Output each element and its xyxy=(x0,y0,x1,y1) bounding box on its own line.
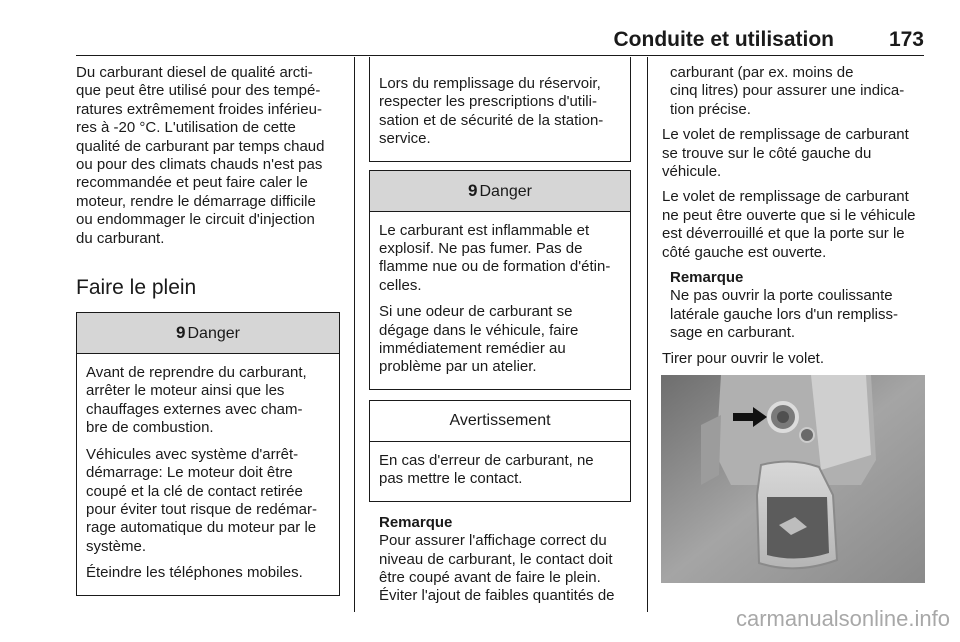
header-rule xyxy=(76,55,924,56)
warning-header: Avertissement xyxy=(370,401,630,442)
column-1 xyxy=(76,64,340,596)
watermark: carmanualsonline.info xyxy=(735,606,950,631)
intro-paragraph: Du carburant diesel de qualité arcti- que peut être utilisé pour des tempé- ratures extrêmement froides inférieu- res à -20 °C. L'utilisation de cette qualité de carburant par temps chaud ou pour des climats chauds n'est pas recommandée et peut faire caler le moteur, rendre le démarrage difficile ou endommager le circuit d'injection du carburant. xyxy=(76,64,325,247)
continued-box xyxy=(369,57,631,162)
note-text: Ne pas ouvrir la porte coulissante latérale gauche lors d'un rempliss- sage en carburant. xyxy=(670,287,898,342)
column-3 xyxy=(662,64,927,375)
danger-header: 9 Danger xyxy=(370,171,630,212)
danger-box xyxy=(76,312,340,595)
fuel-flap-photo xyxy=(661,375,925,583)
note-block xyxy=(369,514,631,606)
warning-box xyxy=(369,400,631,502)
note-title: Remarque xyxy=(670,269,744,287)
fuel-flap-illustration xyxy=(661,375,925,583)
body-paragraph: Le volet de remplissage de carburant ne peut être ouverte que si le véhicule est déverrouillé et que la porte sur le côté gauche est ouverte. xyxy=(662,188,916,261)
warning-triangle-icon: 9 xyxy=(176,323,186,343)
warning-triangle-icon: 9 xyxy=(468,180,478,200)
danger-paragraph: Si une odeur de carburant se dégage dans le véhicule, faire immédiatement remédier au problème par un atelier. xyxy=(379,303,579,376)
chapter-title: Conduite et utilisation xyxy=(613,28,834,51)
note-title: Remarque xyxy=(379,513,453,531)
danger-paragraph: Éteindre les téléphones mobiles. xyxy=(86,564,303,582)
column-divider-1 xyxy=(354,57,355,612)
section-title: Faire le plein xyxy=(76,276,197,300)
page-header xyxy=(76,24,924,54)
danger-paragraph: Avant de reprendre du carburant, arrêter le moteur ainsi que les chauffages externes avec cham- bre de combustion. xyxy=(86,364,307,437)
warning-paragraph: En cas d'erreur de carburant, ne pas mettre le contact. xyxy=(379,451,594,488)
danger-paragraph: Véhicules avec système d'arrêt- démarrage: Le moteur doit être coupé et la clé de contact retirée pour éviter tout risque de redémar- rage automatique du moteur par le système. xyxy=(86,445,317,555)
note-block xyxy=(662,269,927,343)
body-paragraph: Le volet de remplissage de carburant se trouve sur le côté gauche du véhicule. xyxy=(662,126,909,181)
box-paragraph: Lors du remplissage du réservoir, respecter les prescriptions d'utili- sation et de sécurité de la station- service. xyxy=(379,75,604,148)
danger-paragraph: Le carburant est inflammable et explosif. Ne pas fumer. Pas de flamme nue ou de formation d'étin- celles. xyxy=(379,221,611,294)
page-number: 173 xyxy=(888,28,924,51)
body-paragraph: Tirer pour ouvrir le volet. xyxy=(662,349,824,367)
column-divider-2 xyxy=(647,57,648,612)
danger-header: 9 Danger xyxy=(77,313,339,354)
danger-box xyxy=(369,170,631,390)
continued-note-text: carburant (par ex. moins de cinq litres) pour assurer une indica- tion précise. xyxy=(670,64,905,118)
note-text: Pour assurer l'affichage correct du niveau de carburant, le contact doit être coupé avant de faire le plein. Éviter l'ajout de faibles quantités de xyxy=(379,532,615,605)
column-2 xyxy=(369,57,631,606)
